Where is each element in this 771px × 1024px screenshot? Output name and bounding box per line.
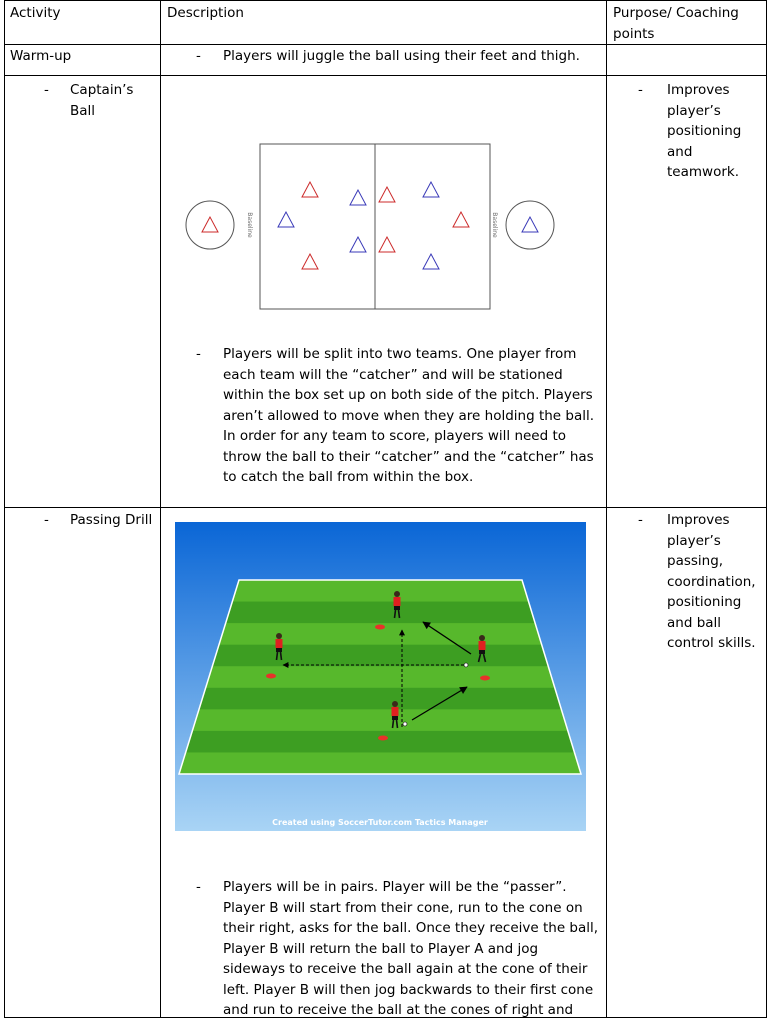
cone-left [266, 674, 276, 679]
blue-1-triangle-icon [278, 212, 294, 227]
table-border-top [4, 0, 767, 1]
table-border-col2 [606, 0, 607, 1018]
red-2-triangle-icon [302, 254, 318, 269]
table-border-left [4, 0, 5, 1018]
captains-description: Players will be split into two teams. One player from each team will the “catcher” and will be stationed within the box set up on both side of the pitch. Players aren’t allowed to move when they are holding the ball. In order for any team to score, players will need to throw the ball to their “catcher” and the “catcher” has to catch the ball from within the box. [223, 346, 595, 485]
passing-activity-bullet: - [44, 512, 49, 528]
grass-stripe [175, 709, 586, 731]
right-catcher-triangle-icon [522, 217, 538, 232]
captains-purpose-bullet: - [638, 82, 643, 98]
cone-right [480, 676, 490, 681]
red-5-triangle-icon [453, 212, 469, 227]
blue-3-triangle-icon [350, 237, 366, 252]
table-border-col1 [160, 0, 161, 1018]
table-border-row2 [4, 507, 767, 508]
ball-right [464, 663, 468, 667]
left-catcher-circle [186, 201, 234, 249]
ball-bottom [403, 722, 407, 726]
passing-activity: Passing Drill [70, 512, 153, 528]
passing-purpose-bullet: - [638, 512, 643, 528]
red-1-triangle-icon [302, 182, 318, 197]
table-border-row1 [4, 75, 767, 76]
captains-activity: Captain’s Ball [70, 82, 134, 119]
right-baseline-label: Baseline [491, 212, 498, 238]
header-description: Description [167, 5, 244, 21]
header-purpose: Purpose/ Coaching points [613, 5, 739, 42]
warmup-desc-bullet: - [196, 48, 201, 64]
blue-4-triangle-icon [423, 182, 439, 197]
passing-purpose: Improves player’s passing, coordination, positioning and ball control skills. [667, 512, 756, 651]
grass-stripe [175, 731, 586, 753]
captains-activity-bullet: - [44, 82, 49, 98]
grass-stripe [175, 752, 586, 774]
red-3-triangle-icon [379, 187, 395, 202]
cone-top [375, 625, 385, 630]
table-border-header [4, 44, 767, 45]
passing-drill-diagram [175, 522, 586, 831]
grass-stripe [175, 688, 586, 710]
warmup-description: Players will juggle the ball using their feet and thigh. [223, 48, 580, 64]
header-activity: Activity [10, 5, 61, 21]
passing-desc-bullet: - [196, 879, 201, 895]
captains-ball-diagram [180, 140, 560, 315]
red-4-triangle-icon [379, 237, 395, 252]
blue-5-triangle-icon [423, 254, 439, 269]
diagram-caption: Created using SoccerTutor.com Tactics Manager [272, 818, 488, 827]
captains-desc-bullet: - [196, 346, 201, 362]
pitch-grass [175, 580, 586, 775]
cone-bottom [378, 736, 388, 741]
left-baseline-label: Baseline [246, 212, 253, 238]
warmup-activity: Warm-up [10, 48, 72, 64]
grass-stripe [175, 666, 586, 688]
left-catcher-triangle-icon [202, 217, 218, 232]
passing-description: Players will be in pairs. Player will be the “passer”. Player B will start from their cone, run to the cone on their right, asks for the ball. Once they receive the ball, Player B will return the ball to Player A and jog sideways to receive the ball again at the cone of their left. Player B will then jog backwards to their first cone and run to receive the ball at the cones of right and [223, 879, 599, 1018]
blue-2-triangle-icon [350, 190, 366, 205]
right-catcher-circle [506, 201, 554, 249]
grass-stripe [175, 602, 586, 624]
captains-purpose: Improves player’s positioning and teamwork. [667, 82, 742, 180]
grass-stripe [175, 645, 586, 667]
table-border-right [766, 0, 767, 1018]
